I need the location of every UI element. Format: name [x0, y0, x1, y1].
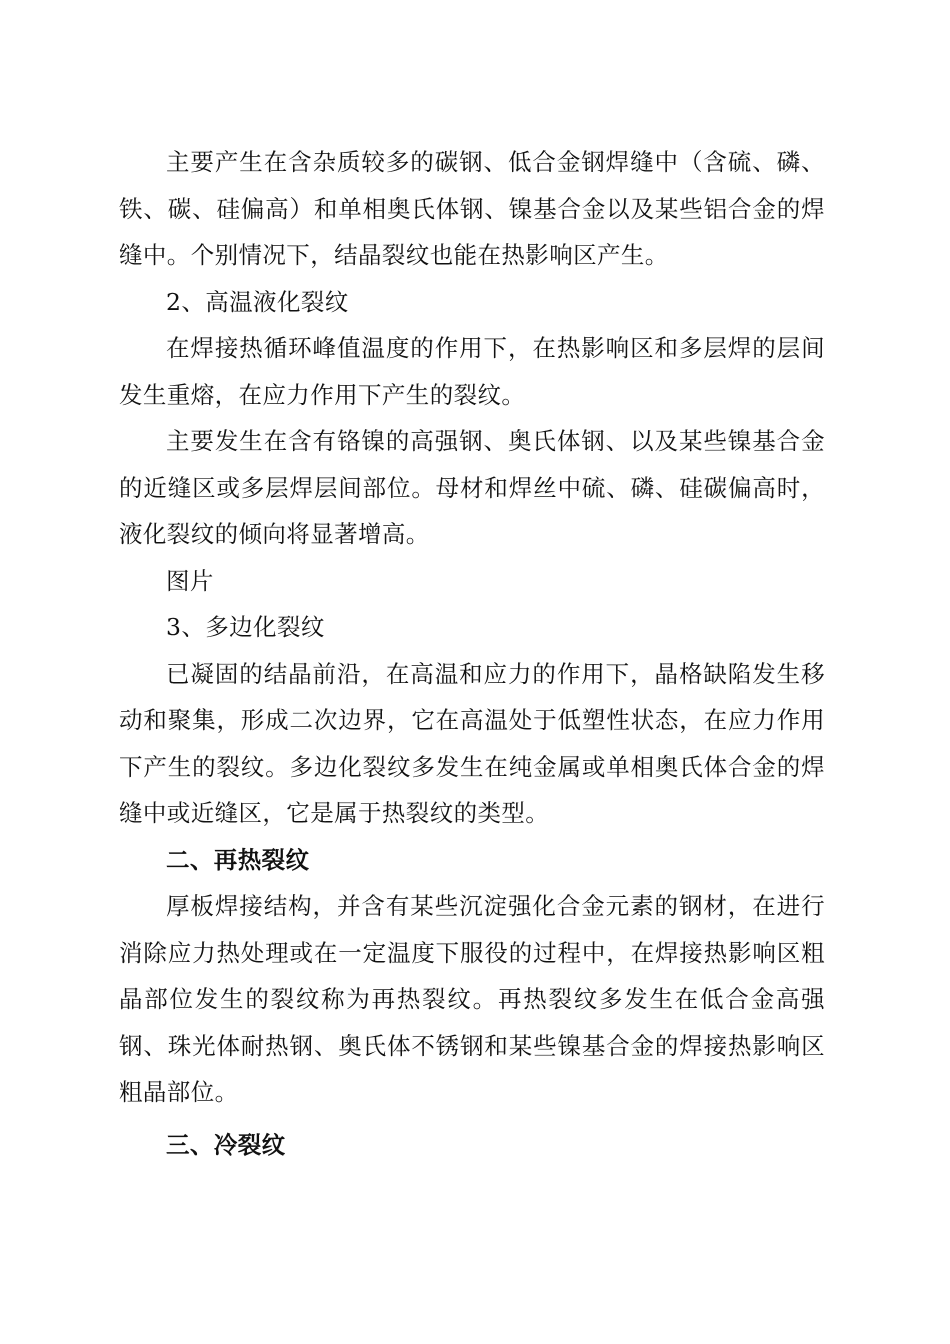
- paragraph-crystallization-crack-location: 主要产生在含杂质较多的碳钢、低合金钢焊缝中（含硫、磷、铁、碳、硅偏高）和单相奥氏体钢、镍基合金以及某些铝合金的焊缝中。个别情况下，结晶裂纹也能在热影响区产生。: [119, 148, 825, 269]
- paragraph-polygonization-crack: 已凝固的结晶前沿，在高温和应力的作用下，晶格缺陷发生移动和聚集，形成二次边界，它在高温处于低塑性状态，在应力作用下产生的裂纹。多边化裂纹多发生在纯金属或单相奥氏体合金的焊缝中或近缝区，它是属于热裂纹的类型。: [119, 659, 825, 827]
- section-heading-reheat-crack: 二、再热裂纹: [166, 845, 310, 874]
- document-body: [119, 139, 825, 1168]
- paragraph-liquation-crack-definition: 在焊接热循环峰值温度的作用下，在热影响区和多层焊的层间发生重熔，在应力作用下产生的裂纹。: [119, 334, 825, 409]
- paragraph-reheat-crack: 厚板焊接结构，并含有某些沉淀强化合金元素的钢材，在进行消除应力热处理或在一定温度下服役的过程中，在焊接热影响区粗晶部位发生的裂纹称为再热裂纹。再热裂纹多发生在低合金高强钢、珠光体耐热钢、奥氏体不锈钢和某些镍基合金的焊接热影响区粗晶部位。: [119, 892, 825, 1106]
- subheading-liquation-crack: 2、高温液化裂纹: [166, 287, 349, 316]
- image-placeholder-text: 图片: [166, 566, 214, 595]
- section-heading-cold-crack: 三、冷裂纹: [166, 1130, 286, 1159]
- paragraph-liquation-crack-location: 主要发生在含有铬镍的高强钢、奥氏体钢、以及某些镍基合金的近缝区或多层焊层间部位。母材和焊丝中硫、磷、硅碳偏高时，液化裂纹的倾向将显著增高。: [119, 427, 825, 548]
- subheading-polygonization-crack: 3、多边化裂纹: [166, 613, 325, 641]
